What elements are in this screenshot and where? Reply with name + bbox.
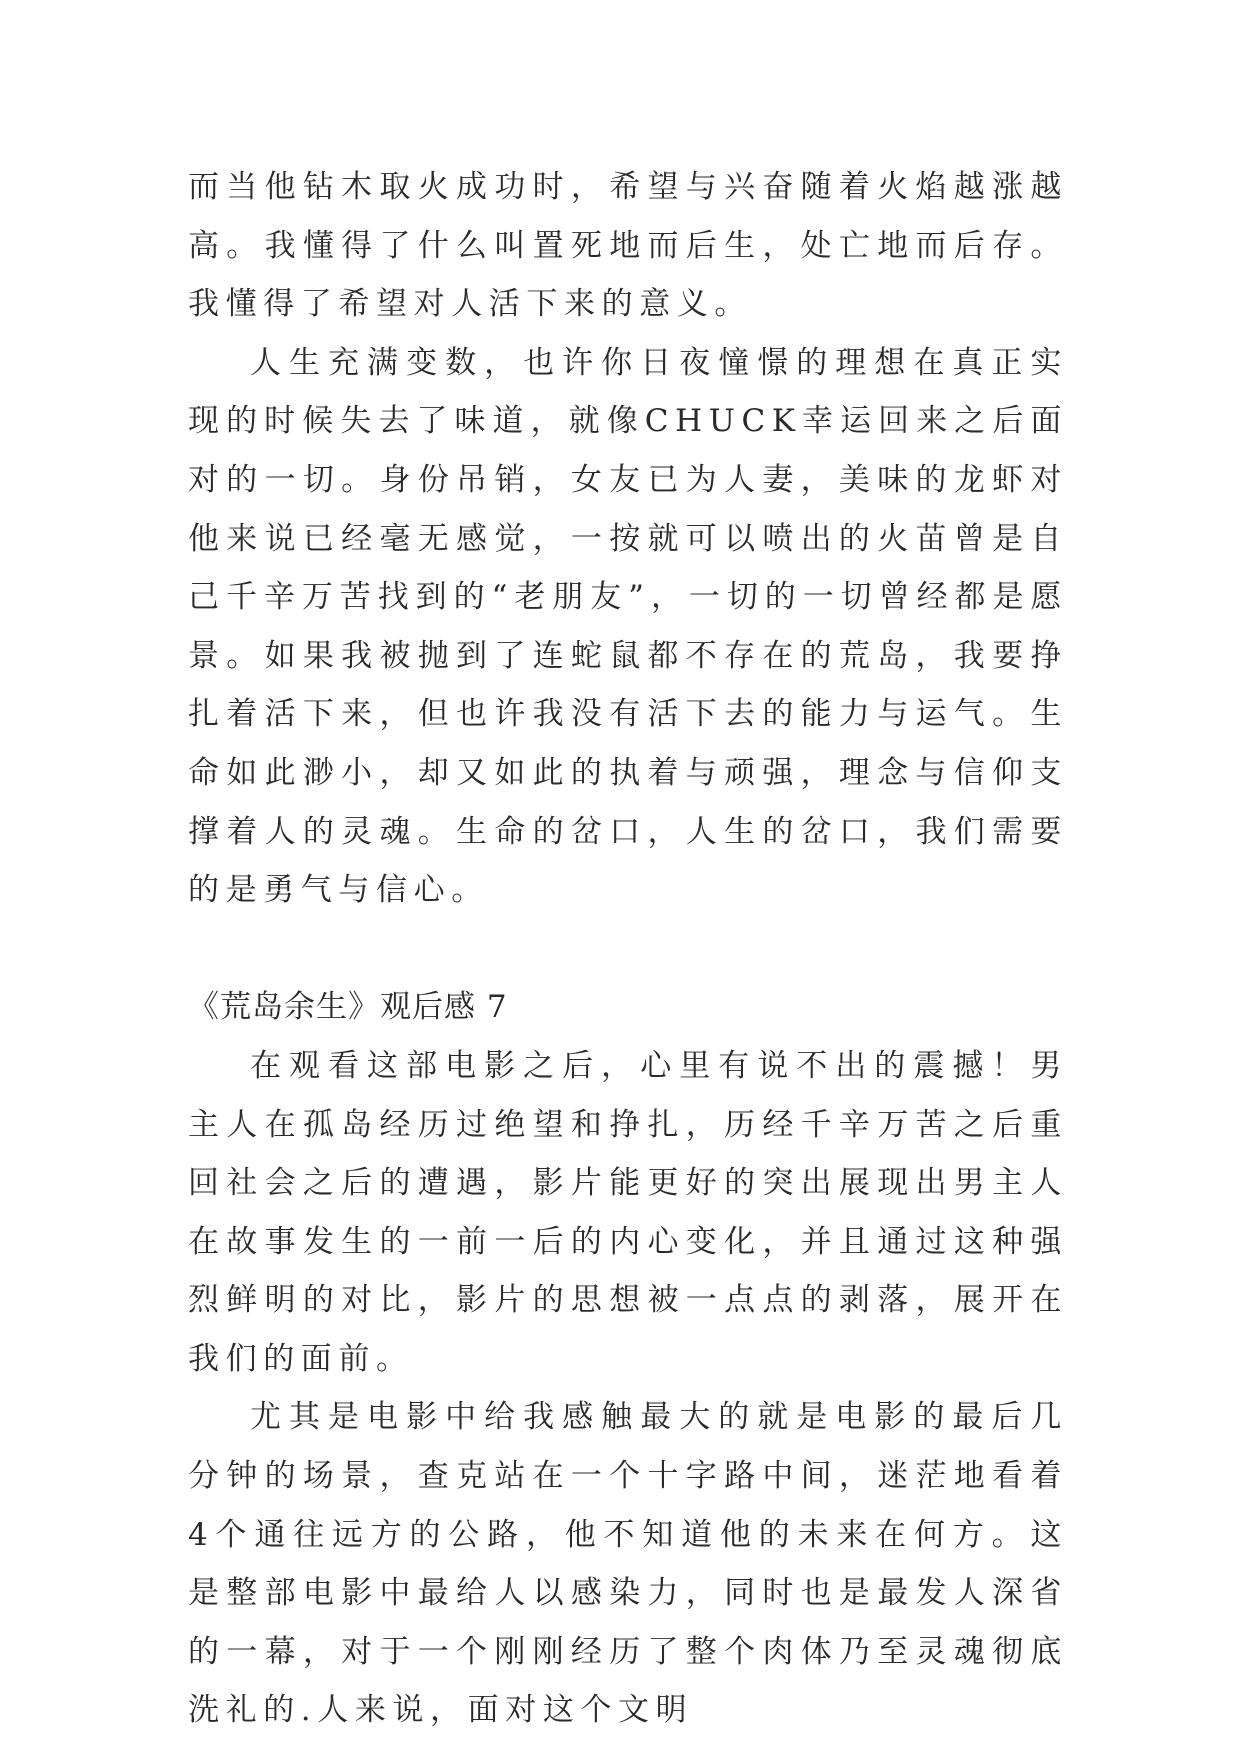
document-body bbox=[188, 158, 1068, 1740]
paragraph-life-changes: 人生充满变数，也许你日夜憧憬的理想在真正实现的时候失去了味道，就像CHUCK幸运回来之后面对的一切。身份吊销，女友已为人妻，美味的龙虾对他来说已经毫无感觉，一按就可以喷出的火苗曾是自己千辛万苦找到的“老朋友”，一切的一切曾经都是愿景。如果我被抛到了连蛇鼠都不存在的荒岛，我要挣扎着活下来，但也许我没有活下去的能力与运气。生命如此渺小，却又如此的执着与顽强，理念与信仰支撑着人的灵魂。生命的岔口，人生的岔口，我们需要的是勇气与信心。 bbox=[188, 344, 1068, 909]
paragraph-shock: 在观看这部电影之后，心里有说不出的震撼！男主人在孤岛经历过绝望和挣扎，历经千辛万苦之后重回社会之后的遭遇，影片能更好的突出展现出男主人在故事发生的一前一后的内心变化，并且通过这种强烈鲜明的对比，影片的思想被一点点的剥落，展开在我们的面前。 bbox=[188, 1047, 1068, 1377]
paragraph-final-scene: 尤其是电影中给我感触最大的就是电影的最后几分钟的场景，查克站在一个十字路中间，迷茫地看着4个通往远方的公路，他不知道他的未来在何方。这是整部电影中最给人以感染力，同时也是最发人深省的一幕，对于一个刚刚经历了整个肉体乃至灵魂彻底洗礼的.人来说，面对这个文明 bbox=[188, 1399, 1068, 1729]
section-spacer bbox=[188, 920, 1068, 979]
section-heading: 《荒岛余生》观后感 7 bbox=[188, 989, 508, 1026]
paragraph-continuation: 而当他钻木取火成功时，希望与兴奋随着火焰越涨越高。我懂得了什么叫置死地而后生，处亡地而后存。我懂得了希望对人活下来的意义。 bbox=[188, 169, 1068, 323]
